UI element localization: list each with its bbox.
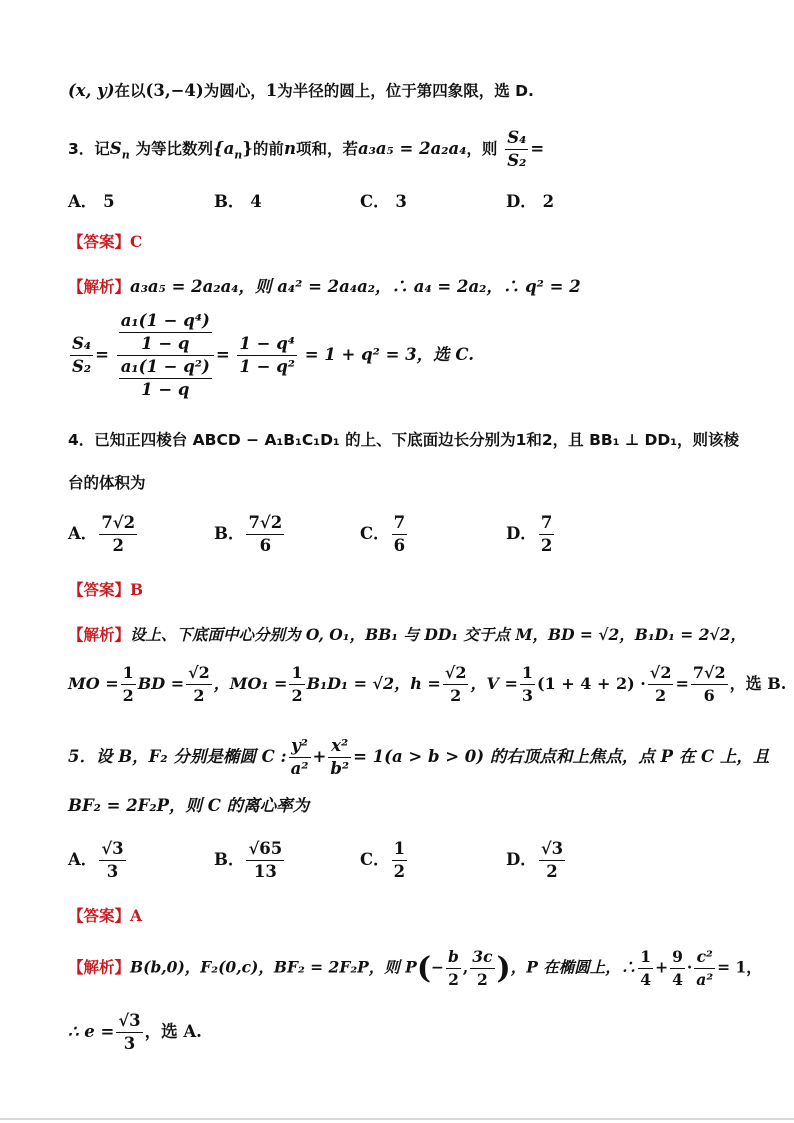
answer-label: 【答案】 <box>68 907 131 925</box>
question-number: 3．记 <box>68 140 110 158</box>
point-xy: (x, y) <box>68 81 115 100</box>
q4-answer <box>68 578 143 602</box>
text: 为等比数列 <box>135 140 213 158</box>
q5-analysis-line2: ∴ e = $\frac{√3}{3}$ ，选 A. <box>68 1011 202 1053</box>
q3-answer <box>68 230 142 254</box>
q3-option-c[interactable]: C． 3 <box>360 192 407 211</box>
q2-conclusion-line <box>68 79 534 103</box>
n-symbol: n <box>283 139 296 158</box>
q4-stem-line1 <box>68 428 739 452</box>
q4-option-b[interactable]: B． $\frac{7√2}{6}$ <box>214 513 283 555</box>
q5-option-d[interactable]: D． $\frac{√3}{2}$ <box>506 839 564 881</box>
q4-analysis-line2: MO = $\frac{1}{2}$ BD = $\frac{√2}{2}$ ，MO₁ = $\frac{1}{2}$ B₁D₁ = √2，h = $\frac{√2}{2}$ ，V = $\frac{1}{3}$ (1 + 4 + 2) · $\frac{√2}{2}$ = $\frac{7√2}{6}$ ，选 B. <box>68 663 787 705</box>
text: 项和，若 <box>295 140 358 158</box>
analysis-text: ∴ e = <box>68 1022 115 1041</box>
formula-result: = 1 + q² = 3，选 C. <box>304 345 474 364</box>
question-text: 5．设 B，F₂ 分别是椭圆 C : <box>68 747 287 766</box>
question-text: 4．已知正四棱台 ABCD − A₁B₁C₁D₁ 的上、下底面边长分别为1和2，且 BB₁ ⊥ DD₁，则该棱 <box>68 431 739 449</box>
question-text: BF₂ = 2F₂P，则 C 的离心率为 <box>68 796 310 815</box>
q5-stem-line2 <box>68 794 309 818</box>
answer-label: 【答案】 <box>68 581 131 599</box>
text: 为半径的圆上，位于第四象限，选 D. <box>277 82 534 100</box>
analysis-label: 【解析】 <box>68 958 131 977</box>
an-symbol: {a <box>212 139 235 158</box>
q5-answer <box>68 904 142 928</box>
ratio-fraction: $\frac{\text{S₄}}{\text{S₂}}$ <box>507 128 527 170</box>
text: ，则 <box>466 140 498 158</box>
q4-stem-line2 <box>68 471 146 495</box>
compound-fraction: $\frac{\frac{\text{a₁(1 − q⁴)}}{1 - q}}{\frac{\text{a₁(1 − q²)}}{1 - q}}$ <box>117 310 214 401</box>
q3-option-a[interactable]: A． 5 <box>68 192 115 211</box>
q4-option-a[interactable]: A． $\frac{7√2}{2}$ <box>68 513 136 555</box>
question-text: = 1(a > b > 0) 的右顶点和上焦点，点 P 在 C 上，且 <box>353 747 770 766</box>
answer-value: C <box>130 232 143 251</box>
q5-option-a[interactable]: A． $\frac{√3}{3}$ <box>68 839 124 881</box>
q3-analysis-line1 <box>68 275 581 299</box>
question-text: 台的体积为 <box>68 474 146 492</box>
q4-analysis-line1 <box>68 623 746 647</box>
answer-label: 【答案】 <box>68 233 131 251</box>
condition-equation: a₃a₅ = 2a₂a₄ <box>357 139 467 158</box>
answer-value: B <box>130 580 144 599</box>
q4-option-d[interactable]: D． $\frac{7}{2}$ <box>506 513 553 555</box>
simplified-fraction: $\frac{\text{1 − q⁴}}{\text{1 − q²}}$ <box>239 334 295 376</box>
q5-analysis-line1: 【解析】B(b,0)，F₂(0,c)，BF₂ = 2F₂P，则 P(− $\frac{b}{2}$ , $\frac{3c}{2}$ )，P 在椭圆上，∴ $\frac{1}{4}$ + $\frac{9}{4}$ · $\frac{\text{c²}}{\text{a²}}$ = 1， <box>68 947 762 989</box>
analysis-label: 【解析】 <box>68 626 131 644</box>
text: 的前 <box>252 140 284 158</box>
analysis-text: 设上、下底面中心分别为 O, O₁，BB₁ 与 DD₁ 交于点 M，BD = √2，B₁D₁ = 2√2， <box>130 625 746 644</box>
text: 在以 <box>114 82 146 100</box>
analysis-text: B(b,0)，F₂(0,c)，BF₂ = 2F₂P，则 P <box>130 957 417 977</box>
q4-option-c[interactable]: C． $\frac{7}{6}$ <box>360 513 406 555</box>
q5-stem-line1: 5．设 B，F₂ 分别是椭圆 C : $\frac{\text{y²}}{\text{a²}}$ + $\frac{\text{x²}}{\text{b²}}$ = 1(a > b > 0) 的右顶点和上焦点，点 P 在 C 上，且 <box>68 736 770 778</box>
text: 为圆心， <box>203 82 266 100</box>
center-value: (3,−4) <box>145 81 204 100</box>
answer-value: A <box>130 906 143 925</box>
analysis-label: 【解析】 <box>68 278 131 296</box>
analysis-text: ，P 在椭圆上，∴ <box>510 957 637 977</box>
q5-option-b[interactable]: B． $\frac{√65}{13}$ <box>214 839 283 881</box>
q5-option-c[interactable]: C． $\frac{1}{2}$ <box>360 839 406 881</box>
page-bottom-rule <box>0 1118 794 1120</box>
s4-over-s2: $\frac{\text{S₄}}{\text{S₂}}$ <box>72 334 92 376</box>
q3-option-b[interactable]: B． 4 <box>214 192 262 211</box>
sn-symbol: S <box>109 139 122 158</box>
radius-value: 1 <box>265 81 278 100</box>
q3-analysis-formula: $\frac{\text{S₄}}{\text{S₂}}$ = $\frac{\frac{\text{a₁(1 − q⁴)}}{1 - q}}{\frac{\text{a₁(1 − q²)}}{1 - q}}$ = $\frac{\text{1 − q⁴}}{\text{1 − q²}}$ = 1 + q² = 3，选 C. <box>72 311 474 399</box>
analysis-text: a₃a₅ = 2a₂a₄，则 a₄² = 2a₄a₂，∴ a₄ = 2a₂，∴ q² = 2 <box>130 277 581 296</box>
q3-option-d[interactable]: D． 2 <box>506 192 555 211</box>
q3-stem: 3．记$S_n$ 为等比数列$\{a_n\}$的前n项和，若a₃a₅ = 2a₂a₄，则 $\frac{\text{S₄}}{\text{S₂}}$ = <box>68 128 545 170</box>
